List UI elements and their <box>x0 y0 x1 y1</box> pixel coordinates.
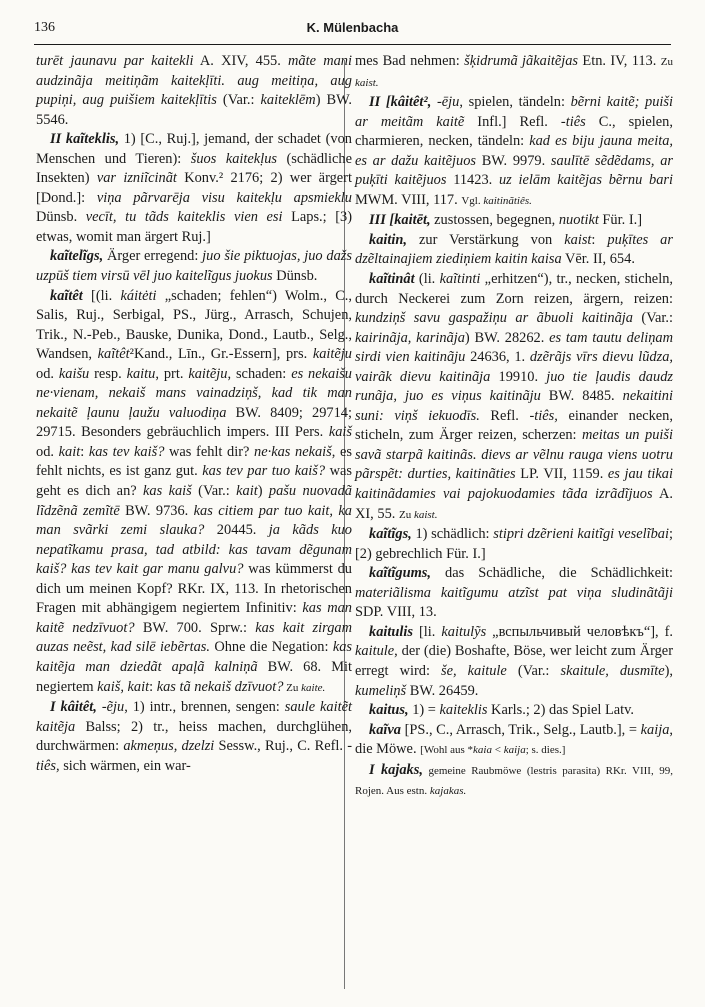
entry-text: kaitinãtiês. <box>483 194 532 207</box>
entry-text: kaiteklēm <box>260 92 316 109</box>
entry-text: Laps.; [3) etwas, womit man ärgert Ruj.] <box>36 209 353 245</box>
entry-text: A. XIV, 455. <box>193 53 289 69</box>
entry-text: Etn. IV, 113. <box>578 53 661 69</box>
entry-text: (Var.: <box>191 483 237 500</box>
entry-text: Refl. - <box>479 407 535 424</box>
entry-text: BW. 68. Mit negiertem <box>36 658 352 695</box>
entry-text: nuotikt <box>558 212 599 229</box>
entry-text: - <box>431 94 442 111</box>
entry-text: Konv.² 2176; 2) wer ärgert [Dond.]: <box>36 170 352 206</box>
entry-text: juo šie piktuojas, juo dažs uzpūš tiem virsū vēl juo kaitelĩgus juokus <box>36 248 352 285</box>
entry-kaiva <box>355 721 673 761</box>
entry-kaitet-1 <box>36 698 352 776</box>
entry-text: 1) = <box>408 702 440 719</box>
entry-text: kaiš, kait <box>97 678 150 695</box>
entry-text: od. <box>36 443 59 460</box>
entry-text: kaist <box>564 231 592 248</box>
entry-continuation <box>355 52 673 93</box>
entry-kaitus <box>355 701 673 721</box>
entry-text: stipri dzẽrieni kaitĩgi veselĩbai <box>493 526 669 543</box>
entry-text: LP. VII, 1159. <box>515 466 608 483</box>
entry-text: kas tã nekaiš dzīvuot? <box>156 678 284 695</box>
entry-text: kaĩtinti <box>439 271 481 288</box>
entry-text: Für. I.] <box>598 212 642 229</box>
entry-text: „erhitzen“), tr., necken, sticheln, durch Neckerei zum Zorn reizen, ärgern, reizen: <box>355 271 673 307</box>
entry-text: (li. <box>414 271 440 288</box>
entry-text: 11423. <box>446 172 499 189</box>
entry-text: kas citiem par tuo kait, ka man svãrki zemi slauka? <box>36 502 352 539</box>
entry-text: Infl.] Refl. - <box>464 113 566 130</box>
entry-text: es tam tautu deliņam sirdi vien kaitinãju <box>355 329 673 366</box>
entry-text: kaišu <box>58 365 90 382</box>
entry-text: kas kait zirgam auzas neẽst, kad silē iebẽrtas. <box>36 619 352 656</box>
entry-text: kaitule <box>355 643 395 660</box>
entry-text: kas tev par tuo kaiš? <box>202 463 326 480</box>
entry-headword: I kâitêt, <box>50 699 97 716</box>
entry-text: zur Verstärkung von <box>407 231 565 248</box>
entry-text: (Var.: <box>506 662 561 679</box>
entry-kaiteligs <box>36 247 352 286</box>
entry-text: , die Möwe. <box>355 721 673 758</box>
entry-text: gemeine Raubmöwe (lestris parasita) RKr. VIII, 99, Rojen. Aus estn. <box>355 764 673 798</box>
entry-text: kaia <box>473 744 492 757</box>
entry-text: tiês, <box>534 407 558 424</box>
entry-text: : <box>591 231 608 248</box>
running-title: K. Mülenbacha <box>306 20 399 35</box>
entry-text: zustossen, begegnen, <box>430 212 559 229</box>
entry-text: šķidrumã jãkaitẽjas <box>464 53 579 69</box>
entry-headword: kaĩtinât <box>369 271 415 288</box>
entry-headword: kaĩtelĩgs, <box>50 248 104 265</box>
entry-text: kajakas. <box>429 785 467 798</box>
entry-text: kaĩtêt <box>97 346 130 363</box>
entry-headword: II kaĩteklis, <box>50 131 120 148</box>
entry-headword: I kajaks, <box>369 761 423 778</box>
entry-kaitigs <box>355 525 673 564</box>
entry-text: , es fehlt nichts, es ist ganz gut. <box>36 443 352 480</box>
entry-text: 1) schädlich: <box>411 526 494 543</box>
entry-text: - <box>96 699 107 716</box>
entry-text: od. <box>36 365 59 382</box>
page-number: 136 <box>34 20 55 35</box>
entry-text: Vgl. <box>461 194 484 207</box>
entry-text: , schaden: <box>227 365 292 382</box>
entry-continuation <box>36 52 352 130</box>
entry-text: kaist. <box>413 508 438 521</box>
entry-text: nekaitini suni: viņš iekuodīs. <box>355 388 673 424</box>
entry-headword: kaĩtĩgs, <box>369 526 412 543</box>
entry-text: 20445. <box>204 522 269 539</box>
entry-text: MWM. VIII, 117. <box>355 191 462 208</box>
entry-text: Ohne die Negation: <box>210 639 333 656</box>
entry-text: viņa pãrvarēja visu kaitekḷu apsmieklu <box>96 189 352 206</box>
entry-kaitulis <box>355 623 673 701</box>
entry-kaitet-2 <box>355 93 673 211</box>
entry-text: was kümmerst du dich um meinen Kopf? RKr. IX, 113. In rhetorischen Fragen mit abhängigem negiertem Infinitiv: <box>36 561 352 617</box>
entry-text: resp. <box>89 365 127 382</box>
entry-text: C., spielen, charmieren, necken, tändeln: <box>355 113 673 150</box>
entry-text: kad es biju jauna meita, es ar dažu kaitẽjuos <box>355 133 673 169</box>
entry-text: Ärger erregend: <box>103 248 203 265</box>
entry-text: saulītē sẽdẽdams, ar puķīti kaitẽjuos <box>355 152 674 189</box>
entry-text: [(li. <box>82 287 121 304</box>
entry-text: kait <box>236 483 258 500</box>
entry-text: Vēr. II, 654. <box>561 251 635 268</box>
entry-text: ) BW. 28262. <box>464 329 550 346</box>
entry-text: pašu nuovadã lĩdzẽnã zemĩtē <box>36 483 352 519</box>
header-rule <box>34 44 671 45</box>
entry-text: kas kaiš <box>143 483 192 500</box>
entry-text: das Schädliche, die Schädlichkeit: <box>430 565 673 582</box>
entry-text: kaitu <box>126 365 156 382</box>
entry-text: 1) [C., Ruj.], jemand, der schadet (von Menschen und Tieren): <box>36 131 352 167</box>
entry-text: , 1) intr., brennen, sengen: <box>124 699 285 716</box>
entry-text: kas kaitẽja man dziedãt apaļã kalniņã <box>36 639 352 675</box>
entry-text: ẽju <box>106 699 125 716</box>
entry-text: (schädliche Insekten) <box>36 150 353 187</box>
entry-text: meitas un puiši savã starpã kaitinãs. dievs ar vẽlnu rauga viens uotru pãrspẽt: durties, kaitinãties <box>355 427 673 483</box>
entry-headword: kaitus, <box>369 702 409 719</box>
entry-text: BW. 700. Sprw.: <box>134 619 256 636</box>
entry-text: Karls.; 2) das Spiel Latv. <box>487 702 634 719</box>
entry-text: 19910. <box>490 368 547 385</box>
entry-text: tiês, <box>36 757 60 774</box>
entry-text: kas tev kaiš? <box>88 443 165 460</box>
entry-headword: III [kaitēt, <box>369 212 431 229</box>
entry-text: uz ielām kaitẽjas bẽrnu bari <box>498 172 674 189</box>
entry-text: (Var.: <box>633 310 673 327</box>
entry-kajaks <box>355 761 673 802</box>
entry-text: ), <box>664 662 674 679</box>
entry-headword: II [kâitêt², <box>369 94 432 111</box>
entry-text: [li. <box>413 623 442 640</box>
entry-text: [Wohl aus * <box>420 744 474 757</box>
entry-headword: kaitin, <box>369 231 407 248</box>
entry-text: was geht es dich an? <box>36 463 352 500</box>
entry-text: kairinãja, karinãja <box>355 329 465 346</box>
entry-text: kaiš <box>328 424 352 441</box>
entry-text: , der (die) Boshafte, Böse, wer leicht zum Ärger erregt wird: <box>355 643 673 679</box>
entry-text: es jau tikai kaitinãdamies vai pajokuodamies tãda izrãdĩjuos <box>355 466 673 503</box>
entry-text: einander necken, sticheln, zum Ärger reizen, scherzen: <box>355 407 673 444</box>
entry-text: bẽrni kaitẽ; puiši ar meitãm kaitẽ <box>355 94 673 130</box>
entry-text: sich wärmen, ein war- <box>59 757 191 774</box>
entry-text: ne·kas nekaiš <box>254 443 332 460</box>
entry-text: ; [2) gebrechlich Für. I.] <box>355 526 673 562</box>
entry-kaitin <box>355 231 673 270</box>
entry-text: ; s. dies.] <box>525 744 566 757</box>
entry-text: var izniĩcinãt <box>96 170 177 187</box>
entry-text: 24636, 1. <box>465 349 530 366</box>
entry-text: mes Bad nehmen: <box>355 53 465 69</box>
entry-text: dzẽrãjs vīrs dievu lũdza, vairãk dievu kaitinãja <box>355 349 673 385</box>
entry-text: < <box>492 744 504 757</box>
entry-text: Zu <box>283 681 302 694</box>
entry-text: še, kaitule <box>441 662 507 679</box>
entry-text: : <box>80 443 89 460</box>
entry-text: ēju <box>441 94 460 111</box>
entry-text: káitėti <box>120 287 157 304</box>
entry-text: : <box>149 678 157 695</box>
left-column <box>36 52 352 776</box>
entry-text: Zu <box>398 508 414 521</box>
entry-text: kundziņš savu gaspažiņu ar ãbuoli kaitinãja <box>355 310 633 327</box>
entry-text: ja kãds kuo nepatĩkamu prasa, tad atbild: kas tavam dẽgunam kaiš? kas tev kait gar manu galvu? <box>36 522 352 578</box>
entry-text: akmeņus, dzelzi <box>123 738 215 755</box>
entry-text: kaitẽju <box>312 346 352 363</box>
entry-text: Dünsb. <box>36 209 86 226</box>
entry-text: „вспыльчивый человѣкъ“], f. <box>486 623 673 640</box>
entry-text: [PS., C., Arrasch, Trik., Selg., Lautb.], = <box>400 721 641 738</box>
entry-text: „schaden; fehlen“) Wolm., C., Salis, Ruj., Serbigal, PS., Jürg., Arrasch, Schujen, Trik., N.-Peb., Bauske, Dunika, Dond., Lautb., Selg., Wandsen, <box>36 287 352 363</box>
entry-text: A. XI, 55. <box>355 486 673 522</box>
entry-text: (Var.: <box>216 92 261 109</box>
entry-text: kaist. <box>355 76 379 89</box>
entry-text: was fehlt dir? <box>164 443 255 460</box>
entry-text: kaija <box>640 721 670 738</box>
entry-headword: kaitulis <box>369 623 413 640</box>
entry-text: BW. 26459. <box>406 682 479 699</box>
entry-headword: kaĩva <box>369 721 401 738</box>
entry-text: šuos kaitekḷus <box>190 150 277 167</box>
entry-kaitet <box>36 287 352 698</box>
entry-text: kumeliņš <box>355 682 407 699</box>
entry-kaiteklis <box>36 130 352 247</box>
entry-text: materiãlisma kaitĩgumu atzĩst pat viņa sludinãtãji <box>355 584 673 601</box>
entry-kaitigums <box>355 564 673 623</box>
entry-text: Sessw., Ruj., C. Refl. - <box>214 738 352 755</box>
entry-text: kas man kaitẽ nedzīvuot? <box>36 600 352 636</box>
entry-text: ) BW. 5546. <box>36 92 352 128</box>
entry-text: Balss; 2) tr., heiss machen, durchglühen, durchwärmen: <box>36 718 352 755</box>
entry-text: , prt. <box>155 365 189 382</box>
entry-headword: kaĩtêt <box>50 287 83 304</box>
entry-text: kaiteklis <box>439 702 488 719</box>
entry-headword: kaĩtĩgums, <box>369 565 431 582</box>
entry-text: , spielen, tändeln: <box>459 94 571 111</box>
entry-text: SDP. VIII, 13. <box>355 604 437 621</box>
entry-text: BW. 8409; 29714; 29715. Besonders gebräuchlich impers. III Pers. <box>36 404 352 441</box>
entry-text: puķītes ar dzẽltainajiem ziediņiem kaitin kaisa <box>355 231 673 268</box>
entry-text: ²Kand., Līn., Gr.-Essern], prs. <box>129 346 313 363</box>
entry-text: mãte mani audzinãja meitiņãm kaitekḷīti. aug meitiņa, aug pupiņi, aug puišiem kaitekḷītis <box>36 53 352 109</box>
entry-text: ) <box>257 483 269 500</box>
entry-text: kaitẽju <box>188 365 228 382</box>
entry-kaitet-3 <box>355 211 673 231</box>
entry-text: tiês <box>565 113 586 130</box>
entry-text: kaitulỹs <box>441 623 487 640</box>
entry-text: vecīt, tu tãds kaiteklis vien esi <box>85 209 283 226</box>
entry-text: kait <box>58 443 81 460</box>
entry-kaitinat <box>355 270 673 525</box>
right-column <box>355 52 673 802</box>
entry-text: es nekaišu ne·vienam, nekaiš mans vainadziņš, kad tik man nekaitẽ ļaunu ļaužu valuodiņa <box>36 365 353 421</box>
entry-text: juo tie ļaudis daudz runãja, juo es viņus kaitinãju <box>355 368 673 405</box>
entry-text: BW. 8485. <box>540 388 623 405</box>
entry-text: BW. 9979. <box>476 152 551 169</box>
entry-text: Zu <box>660 56 673 68</box>
entry-text: saule kaitẽt kaitẽja <box>36 699 352 735</box>
page-header <box>34 20 671 44</box>
entry-text: kaite. <box>301 681 326 694</box>
entry-text: skaitule, dusmīte <box>560 662 665 679</box>
entry-text: kaija <box>503 744 526 757</box>
entry-text: Dünsb. <box>272 268 318 285</box>
entry-text: BW. 9736. <box>119 502 194 519</box>
entry-text: turēt jaunavu par kaitekli <box>36 53 194 69</box>
